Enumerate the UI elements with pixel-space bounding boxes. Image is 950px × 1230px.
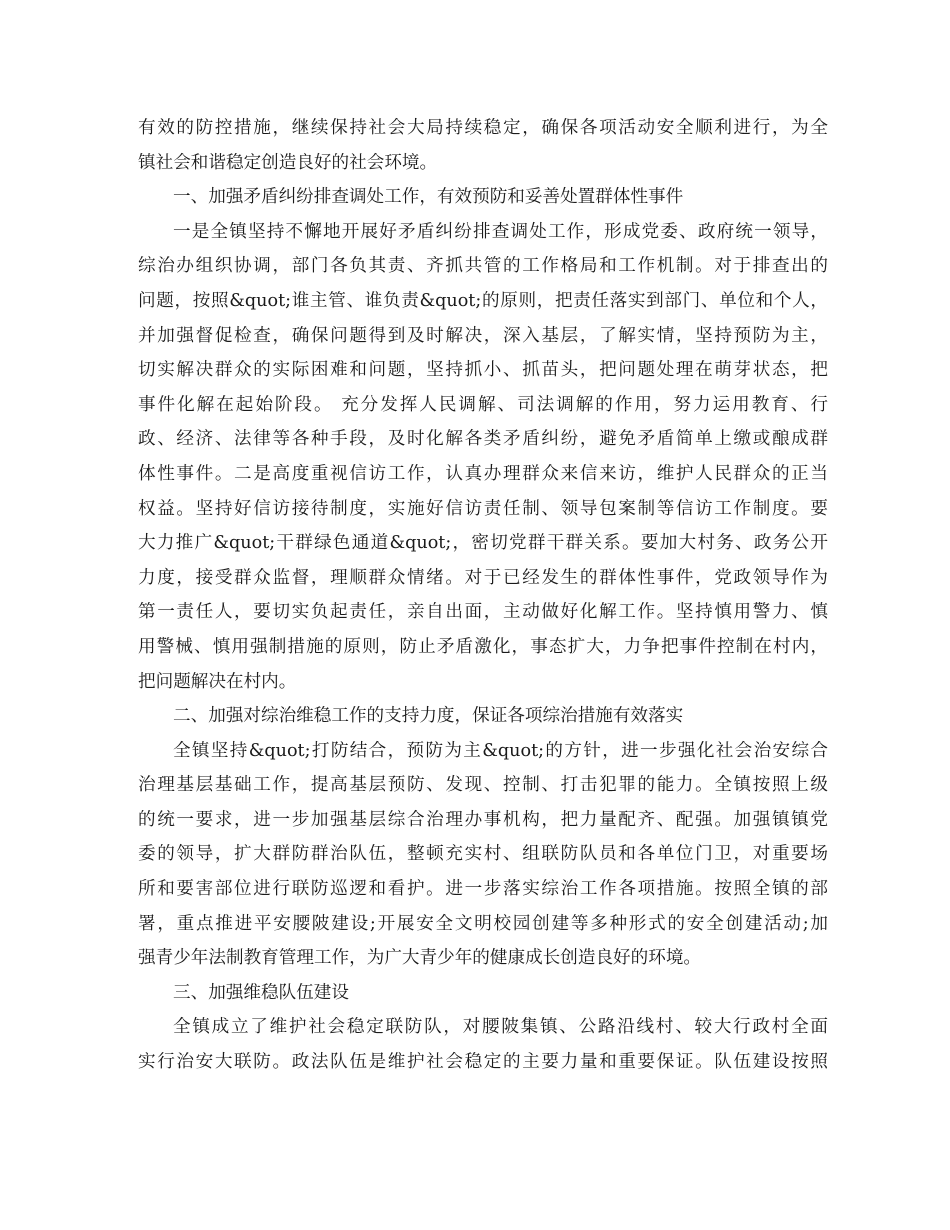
text-line: 用警械、慎用强制措施的原则，防止矛盾激化，事态扩大，力争把事件控制在村内， [138, 636, 828, 657]
text-line: 并加强督促检查，确保问题得到及时解决，深入基层，了解实情，坚持预防为主， [138, 325, 828, 346]
text-line: 切实解决群众的实际困难和问题，坚持抓小、抓苗头，把问题处理在萌芽状态，把 [138, 360, 828, 381]
text-line: 全镇坚持&quot;打防结合，预防为主&quot;的方针，进一步强化社会治安综合 [173, 740, 828, 761]
text-line: 大力推广&quot;干群绿色通道&quot;，密切党群干群关系。要加大村务、政务公开 [138, 533, 828, 554]
text-line: 政、经济、法律等各种手段，及时化解各类矛盾纠纷，避免矛盾简单上缴或酿成群 [138, 429, 828, 450]
text-line: 力度，接受群众监督，理顺群众情绪。对于已经发生的群体性事件，党政领导作为 [138, 567, 828, 588]
text-line: 署，重点推进平安腰陂建设;开展安全文明校园创建等多种形式的安全创建活动;加 [138, 913, 828, 934]
document-body [138, 111, 828, 1080]
text-line: 一是全镇坚持不懈地开展好矛盾纠纷排查调处工作，形成党委、政府统一领导， [173, 221, 828, 242]
text-line: 事件化解在起始阶段。 充分发挥人民调解、司法调解的作用，努力运用教育、行 [138, 394, 828, 415]
text-line: 镇社会和谐稳定创造良好的社会环境。 [138, 152, 438, 173]
text-line: 权益。坚持好信访接待制度，实施好信访责任制、领导包案制等信访工作制度。要 [138, 498, 828, 519]
text-line: 的统一要求，进一步加强基层综合治理办事机构，把力量配齐、配强。加强镇镇党 [138, 809, 828, 830]
text-line: 全镇成立了维护社会稳定联防队，对腰陂集镇、公路沿线村、较大行政村全面 [173, 1017, 828, 1038]
text-line: 体性事件。二是高度重视信访工作，认真办理群众来信来访，维护人民群众的正当 [138, 463, 828, 484]
text-line: 治理基层基础工作，提高基层预防、发现、控制、打击犯罪的能力。全镇按照上级 [138, 775, 828, 796]
text-line: 综治办组织协调，部门各负其责、齐抓共管的工作格局和工作机制。对于排查出的 [138, 256, 828, 277]
text-line: 把问题解决在村内。 [138, 671, 297, 692]
section-heading: 一、加强矛盾纠纷排查调处工作，有效预防和妥善处置群体性事件 [173, 187, 684, 208]
text-line: 委的领导，扩大群防群治队伍，整顿充实村、组联防队员和各单位门卫，对重要场 [138, 844, 828, 865]
text-line: 强青少年法制教育管理工作，为广大青少年的健康成长创造良好的环境。 [138, 948, 702, 969]
section-heading: 二、加强对综治维稳工作的支持力度，保证各项综治措施有效落实 [173, 706, 684, 727]
text-line: 实行治安大联防。政法队伍是维护社会稳定的主要力量和重要保证。队伍建设按照 [138, 1052, 828, 1073]
section-heading: 三、加强维稳队伍建设 [173, 982, 349, 1003]
text-line: 第一责任人，要切实负起责任，亲自出面，主动做好化解工作。坚持慎用警力、慎 [138, 602, 828, 623]
text-line: 有效的防控措施，继续保持社会大局持续稳定，确保各项活动安全顺利进行，为全 [138, 118, 828, 138]
text-line: 问题，按照&quot;谁主管、谁负责&quot;的原则，把责任落实到部门、单位和个人， [138, 290, 828, 311]
text-line: 所和要害部位进行联防巡逻和看护。进一步落实综治工作各项措施。按照全镇的部 [138, 879, 828, 900]
